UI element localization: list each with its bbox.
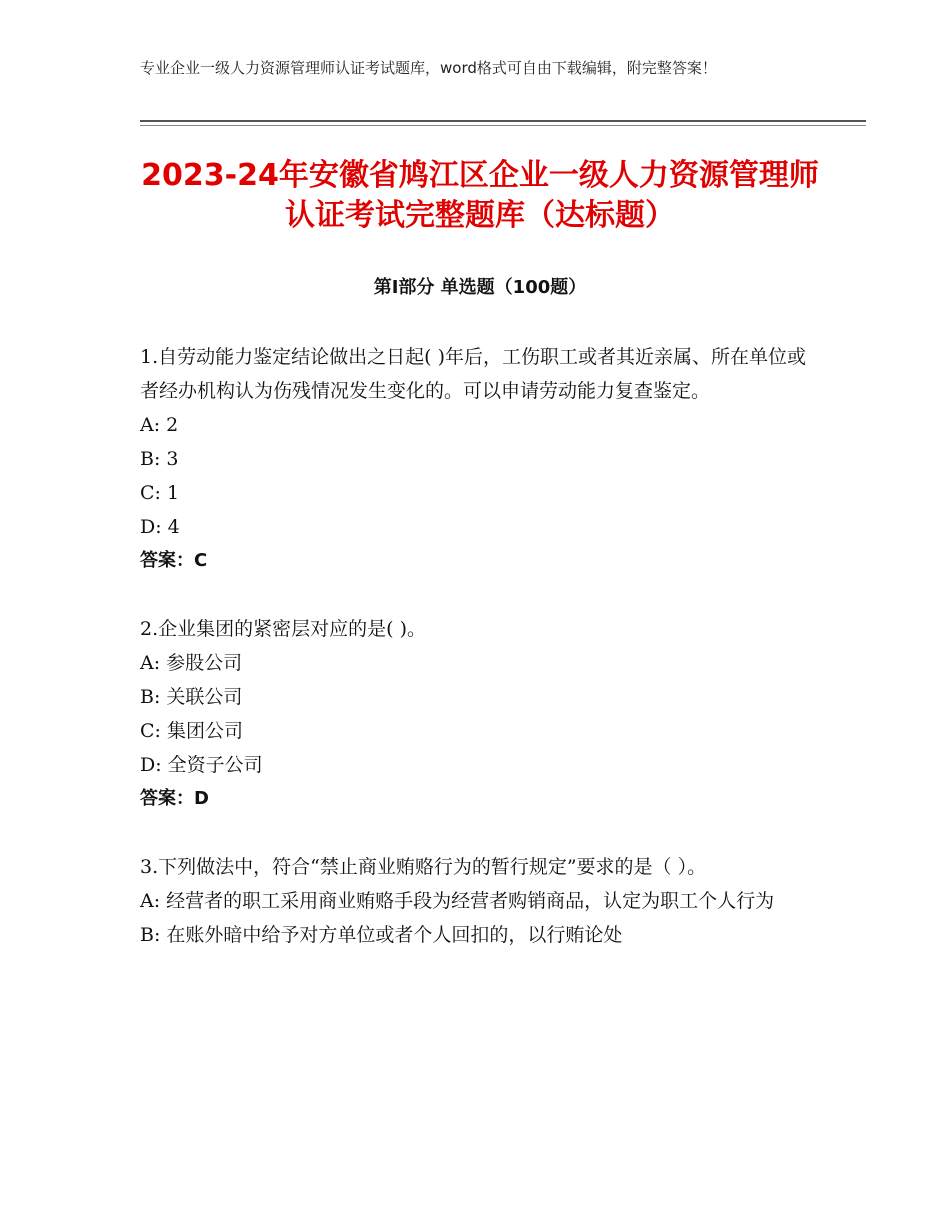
section-title: 第I部分 单选题（100题） <box>373 277 587 298</box>
option-b: B: 3 <box>140 448 179 470</box>
option-a: A: 参股公司 <box>140 652 243 674</box>
question-1 <box>140 340 820 578</box>
answer: 答案：C <box>140 550 208 571</box>
option-a: A: 2 <box>140 414 179 436</box>
question-stem: 3.下列做法中，符合“禁止商业贿赂行为的暂行规定”要求的是（ ）。 <box>140 856 707 878</box>
question-2 <box>140 612 820 816</box>
option-d: D: 全资子公司 <box>140 754 263 776</box>
header-rule-thick <box>140 120 866 122</box>
option-b: B: 关联公司 <box>140 686 243 708</box>
question-3 <box>140 850 820 952</box>
question-stem: 1.自劳动能力鉴定结论做出之日起( )年后，工伤职工或者其近亲属、所在单位或者经办机构认为伤残情况发生变化的。可以申请劳动能力复查鉴定。 <box>140 346 806 402</box>
option-d: D: 4 <box>140 516 180 538</box>
option-b: B: 在账外暗中给予对方单位或者个人回扣的，以行贿论处 <box>140 924 623 946</box>
header-rule-thin <box>140 125 866 126</box>
question-stem: 2.企业集团的紧密层对应的是( )。 <box>140 618 426 640</box>
option-c: C: 集团公司 <box>140 720 243 742</box>
option-c: C: 1 <box>140 482 180 504</box>
option-a: A: 经营者的职工采用商业贿赂手段为经营者购销商品，认定为职工个人行为 <box>140 890 775 912</box>
header-note: 专业企业一级人力资源管理师认证考试题库，word格式可自由下载编辑，附完整答案！ <box>140 59 717 77</box>
question-list <box>140 340 820 952</box>
document-title: 2023-24年安徽省鸠江区企业一级人力资源管理师认证考试完整题库（达标题） <box>141 158 819 233</box>
answer: 答案：D <box>140 788 209 809</box>
